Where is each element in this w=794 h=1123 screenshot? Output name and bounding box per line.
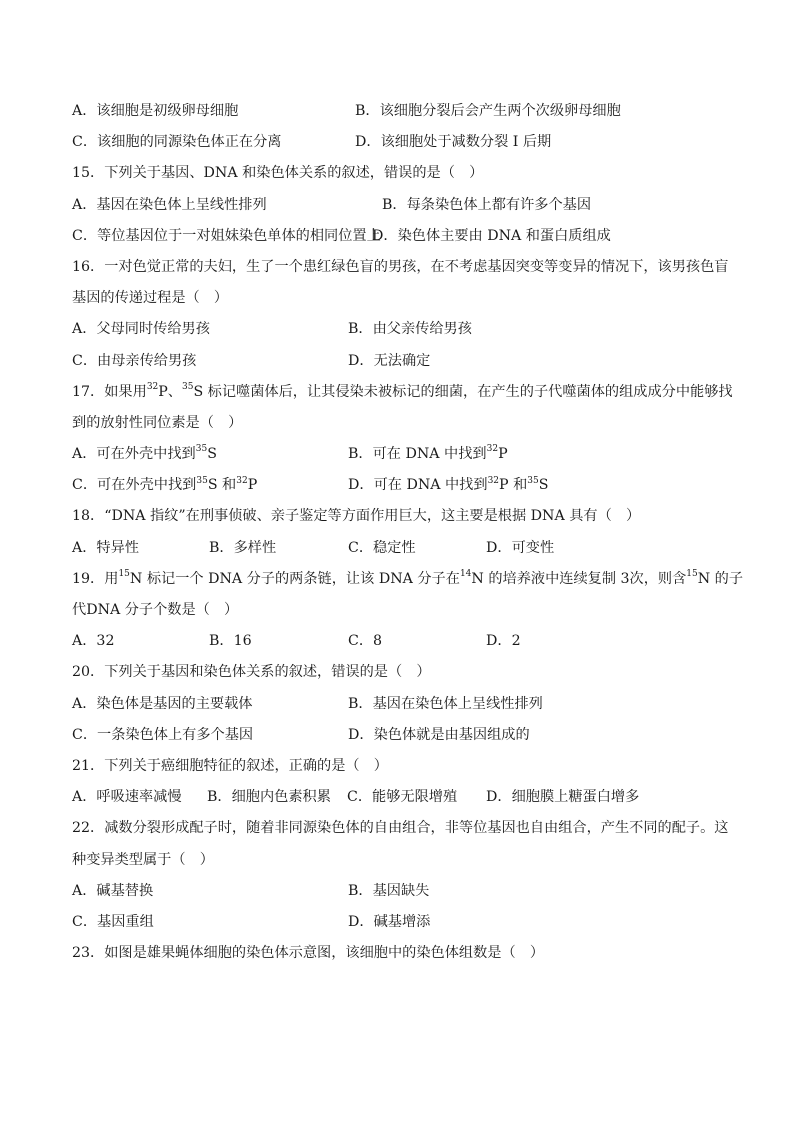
q17-option-b-element: P (498, 446, 508, 463)
q18-option-c[interactable]: C．稳定性 (348, 539, 416, 556)
q19-stem-part-d: N 的子 (697, 570, 744, 587)
q16-option-a[interactable]: A．父母同时传给男孩 (72, 321, 210, 338)
q15-stem: 15．下列关于基因、DNA 和染色体关系的叙述，错误的是（ ） (72, 165, 484, 182)
q17-stem-part-a: 17．如果用 (72, 383, 147, 400)
q17-option-d-sup-2: 35 (527, 475, 539, 486)
q17-option-d[interactable] (348, 470, 548, 501)
q19-sup-14: 14 (459, 569, 472, 580)
q17-option-d-end: S (538, 477, 549, 494)
q17-option-b-text: B．可在 DNA 中找到 (348, 446, 487, 463)
q20-options-row-2 (72, 720, 722, 751)
q22-option-a[interactable]: A．碱基替换 (72, 882, 154, 899)
q20-option-a[interactable]: A．染色体是基因的主要载体 (72, 695, 253, 712)
q17-option-c-end: P (247, 477, 258, 494)
q23-stem: 23．如图是雄果蝇体细胞的染色体示意图，该细胞中的染色体组数是（ ） (72, 945, 545, 962)
q17-stem-line-2: 到的放射性同位素是（ ） (72, 414, 243, 431)
q16-options-row-1 (72, 314, 722, 345)
q19-option-d[interactable]: D．2 (486, 633, 521, 650)
q16-stem-line-2: 基因的传递过程是（ ） (72, 290, 229, 307)
q19-options-row (72, 626, 722, 657)
q21-option-b[interactable]: B．细胞内色素积累 (207, 789, 331, 806)
q19-stem-part-c: N 的培养液中连续复制 3次，则含 (471, 570, 687, 587)
q22-stem-line-1: 22．减数分裂形成配子时，随着非同源染色体的自由组合，非等位基因也自由组合，产生不同的配子。这 (72, 820, 729, 837)
q17-sup-32: 32 (146, 381, 159, 392)
q17-option-b-sup: 32 (486, 444, 499, 455)
q20-option-b[interactable]: B．基因在染色体上呈线性排列 (348, 695, 543, 712)
q19-sup-15: 15 (118, 569, 130, 580)
q17-stem-part-c: S 标记噬菌体后，让其侵染未被标记的细菌，在产生的子代噬菌体的组成成分中能够找 (193, 383, 733, 400)
q17-stem-line-1 (72, 377, 733, 408)
q15-option-c[interactable]: C．等位基因位于一对姐妹染色单体的相同位置上 (72, 227, 381, 244)
q19-stem-part-b: N 标记一个 DNA 分子的两条链，让该 DNA 分子在 (129, 570, 460, 587)
q22-option-c[interactable]: C．基因重组 (72, 913, 154, 930)
q17-option-c-text: C．可在外壳中找到 (72, 477, 197, 494)
q19-option-c[interactable]: C．8 (348, 633, 383, 650)
q17-option-c[interactable] (72, 470, 257, 501)
q17-option-a-sup: 35 (195, 444, 208, 455)
q16-option-b[interactable]: B．由父亲传给男孩 (348, 321, 472, 338)
q14-option-d[interactable]: D．该细胞处于减数分裂 I 后期 (355, 134, 552, 151)
q17-option-c-sup-1: 35 (196, 475, 208, 486)
q18-option-d[interactable]: D．可变性 (486, 539, 555, 556)
q18-stem: 18．“DNA 指纹”在刑事侦破、亲子鉴定等方面作用巨大，这主要是根据 DNA 具有（ ） (72, 508, 641, 525)
q19-sup-15-b: 15 (686, 569, 698, 580)
q17-sup-35: 35 (182, 381, 194, 392)
q17-option-d-mid: P 和 (499, 477, 528, 494)
q19-stem-part-a: 19．用 (72, 570, 119, 587)
q21-stem: 21．下列关于癌细胞特征的叙述，正确的是（ ） (72, 757, 388, 774)
q16-option-d[interactable]: D．无法确定 (348, 352, 431, 369)
q21-option-c[interactable]: C．能够无限增殖 (347, 789, 458, 806)
q17-option-d-sup-1: 32 (487, 475, 500, 486)
q17-option-c-mid: S 和 (207, 477, 237, 494)
q21-option-a[interactable]: A．呼吸速率减慢 (72, 789, 182, 806)
q20-options-row-1 (72, 689, 722, 720)
q17-options-row-1 (72, 439, 722, 470)
q22-option-b[interactable]: B．基因缺失 (348, 882, 430, 899)
q22-options-row-1 (72, 876, 722, 907)
q19-option-b[interactable]: B．16 (209, 633, 252, 650)
q22-options-row-2 (72, 907, 722, 938)
q14-option-b[interactable]: B．该细胞分裂后会产生两个次级卵母细胞 (355, 103, 621, 119)
q22-stem-line-2: 种变异类型属于（ ） (72, 851, 214, 868)
q19-stem-line-1 (72, 564, 744, 595)
q16-stem-line-1: 16．一对色觉正常的夫妇，生了一个患红绿色盲的男孩，在不考虑基因突变等变异的情况下，该男孩色盲 (72, 258, 729, 275)
q15-options-row-1 (72, 190, 722, 221)
q18-options-row (72, 533, 722, 564)
q16-options-row-2 (72, 346, 722, 377)
question-list (72, 96, 744, 969)
q14-option-c[interactable]: C．该细胞的同源染色体正在分离 (72, 134, 282, 151)
q17-option-a-text: A．可在外壳中找到 (72, 446, 196, 463)
q17-options-row-2 (72, 470, 722, 501)
q15-option-a[interactable]: A．基因在染色体上呈线性排列 (72, 196, 267, 213)
q21-options-row (72, 782, 722, 813)
q15-options-row-2 (72, 221, 722, 252)
q17-option-b[interactable] (348, 439, 508, 470)
q18-option-a[interactable]: A．特异性 (72, 539, 139, 556)
q20-stem: 20．下列关于基因和染色体关系的叙述，错误的是（ ） (72, 664, 431, 681)
q16-option-c[interactable]: C．由母亲传给男孩 (72, 352, 197, 369)
q17-option-a-element: S (207, 446, 217, 463)
q17-option-d-text: D．可在 DNA 中找到 (348, 477, 488, 494)
q14-option-a[interactable]: A．该细胞是初级卵母细胞 (72, 103, 239, 119)
q17-option-c-sup-2: 32 (236, 475, 248, 486)
q22-option-d[interactable]: D．碱基增添 (348, 913, 431, 930)
q18-option-b[interactable]: B．多样性 (209, 539, 277, 556)
q15-option-d[interactable]: D．染色体主要由 DNA 和蛋白质组成 (372, 227, 611, 244)
q14-options-row-2 (72, 127, 722, 158)
q19-option-a[interactable]: A．32 (72, 633, 115, 650)
q21-option-d[interactable]: D．细胞膜上糖蛋白增多 (486, 789, 640, 806)
q14-options-row-1 (72, 96, 722, 127)
q17-option-a[interactable] (72, 439, 217, 470)
q20-option-c[interactable]: C．一条染色体上有多个基因 (72, 726, 254, 743)
q15-option-b[interactable]: B．每条染色体上都有许多个基因 (382, 196, 592, 213)
q17-stem-part-b: P、 (158, 383, 182, 400)
q20-option-d[interactable]: D．染色体就是由基因组成的 (348, 726, 530, 743)
q19-stem-line-2: 代DNA 分子个数是（ ） (72, 602, 239, 618)
